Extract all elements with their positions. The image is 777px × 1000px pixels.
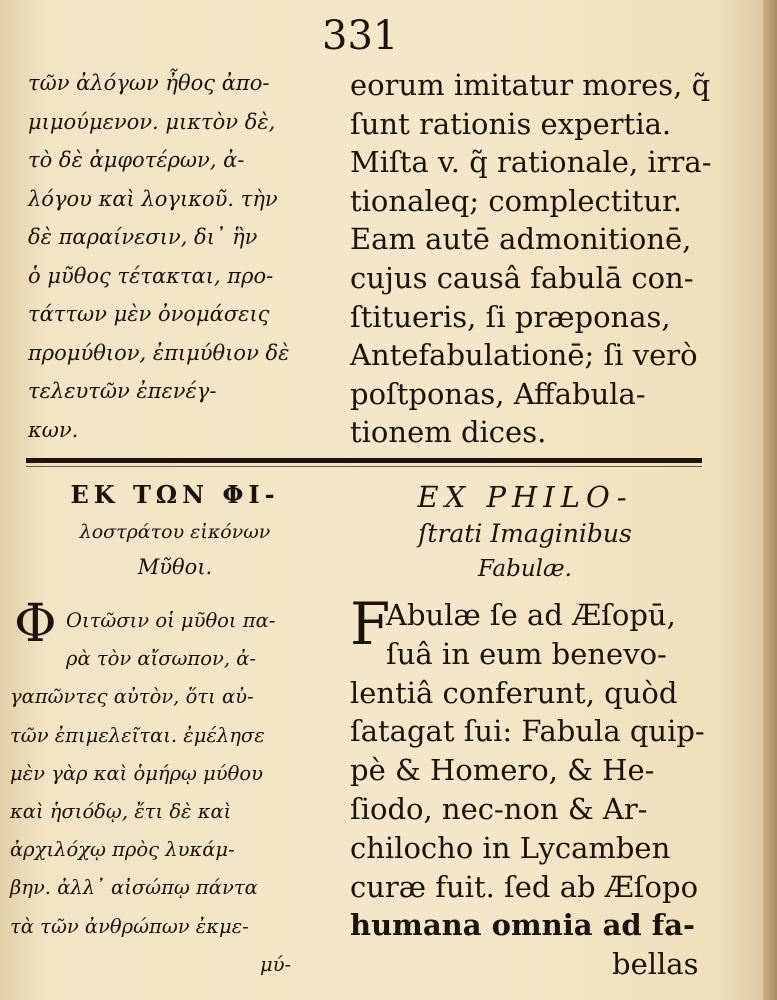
greek-heading-line: Μῦθοι. [137,555,213,579]
greek-line: μύ- [260,952,292,976]
greek-line: τῶν ἐπιμελεῖται. ἐμέλησε [10,723,265,747]
latin-line: ſiodo, nec-non & Ar- [350,791,648,826]
page-number: 331 [322,13,399,59]
greek-line: τὰ τῶν ἀνθρώπων ἐκμε- [10,914,249,938]
greek-column-bottom [10,594,328,984]
latin-line: Antefabulationē; ſi verò [350,338,698,373]
greek-line: ἀρχιλόχῳ πρὸς λυκάμ- [10,838,235,862]
greek-line: μιμούμενον. μικτὸν δὲ, [28,109,276,134]
greek-line: τάττων μὲν ὀνομάσεις [28,302,270,326]
greek-line: λόγου καὶ λογικοῦ. τὴν [28,186,278,211]
latin-line: Abulæ ſe ad Æſopū, [386,598,676,632]
latin-line: eorum imitatur mores, q̃ [350,68,711,102]
latin-line: tionaleq; complectitur. [350,183,682,218]
latin-line: chilocho in Lycamben [350,830,671,865]
greek-line: βην. ἀλλ᾽ αἰσώπῳ πάντα [10,876,258,900]
greek-line: κων. [28,417,79,442]
latin-line: ſtitueris, ſi præponas, [350,299,671,334]
latin-line: ſunt rationis expertia. [350,106,672,141]
greek-heading-line: λοστράτου εἰκόνων [79,521,271,543]
greek-column-top [28,64,328,449]
latin-line: poſtponas, Affabula- [350,376,646,411]
latin-line: Eam autē admonitionē, [350,222,692,257]
section-divider-hairline [26,466,702,467]
greek-line: μὲν γὰρ καὶ ὁμήρῳ μύθου [10,761,263,785]
latin-heading [345,478,705,586]
greek-heading-line: ΕΚ ΤΩΝ ΦΙ- [70,480,280,509]
latin-line: tionem dices. [350,415,547,450]
greek-line: δὲ παραίνεσιν, δι᾽ ἣν [28,225,258,249]
latin-drop-cap: F [350,590,391,658]
greek-line: ρὰ τὸν αἴσωπον, ἀ- [66,647,257,671]
latin-heading-line: ſtrati Imaginibus [418,519,632,548]
latin-column-top [350,66,710,452]
greek-line: τῶν ἀλόγων ἦθος ἀπο- [28,71,270,95]
latin-line: pè & Homero, & He- [350,753,655,788]
latin-line: bellas [612,947,699,982]
greek-heading [30,476,320,584]
latin-heading-line: EX PHILO- [417,480,633,514]
greek-line: γαπῶντες αὐτὸν, ὅτι αὐ- [10,685,254,709]
section-divider [26,458,702,463]
latin-line: ſuâ in eum benevo- [386,636,667,671]
latin-heading-line: Fabulæ. [478,556,572,582]
page-edge [763,0,777,1000]
greek-line: τὸ δὲ ἀμφοτέρων, ἀ- [28,148,245,172]
latin-line: humana omnia ad fa- [350,908,696,943]
latin-line: lentiâ conferunt, quòd [350,675,678,710]
greek-line: ὁ μῦθος τέτακται, προ- [28,263,274,288]
latin-line: Miſta v. q̃ rationale, irra- [350,145,712,180]
latin-line: cujus causâ fabulā con- [350,260,694,295]
latin-line: curæ fuit. ſed ab Æſopo [350,869,699,904]
greek-drop-cap: Φ [14,594,57,654]
greek-line: τελευτῶν ἐπενέγ- [28,379,217,403]
latin-column-bottom [350,590,710,984]
greek-line: καὶ ἡσιόδῳ, ἔτι δὲ καὶ [10,800,232,824]
greek-line: Οιτῶσιν οἱ μῦθοι πα- [66,609,276,632]
latin-line: ſatagat ſui: Fabula quip- [350,714,705,749]
greek-line: προμύθιον, ἐπιμύθιον δὲ [28,340,290,365]
